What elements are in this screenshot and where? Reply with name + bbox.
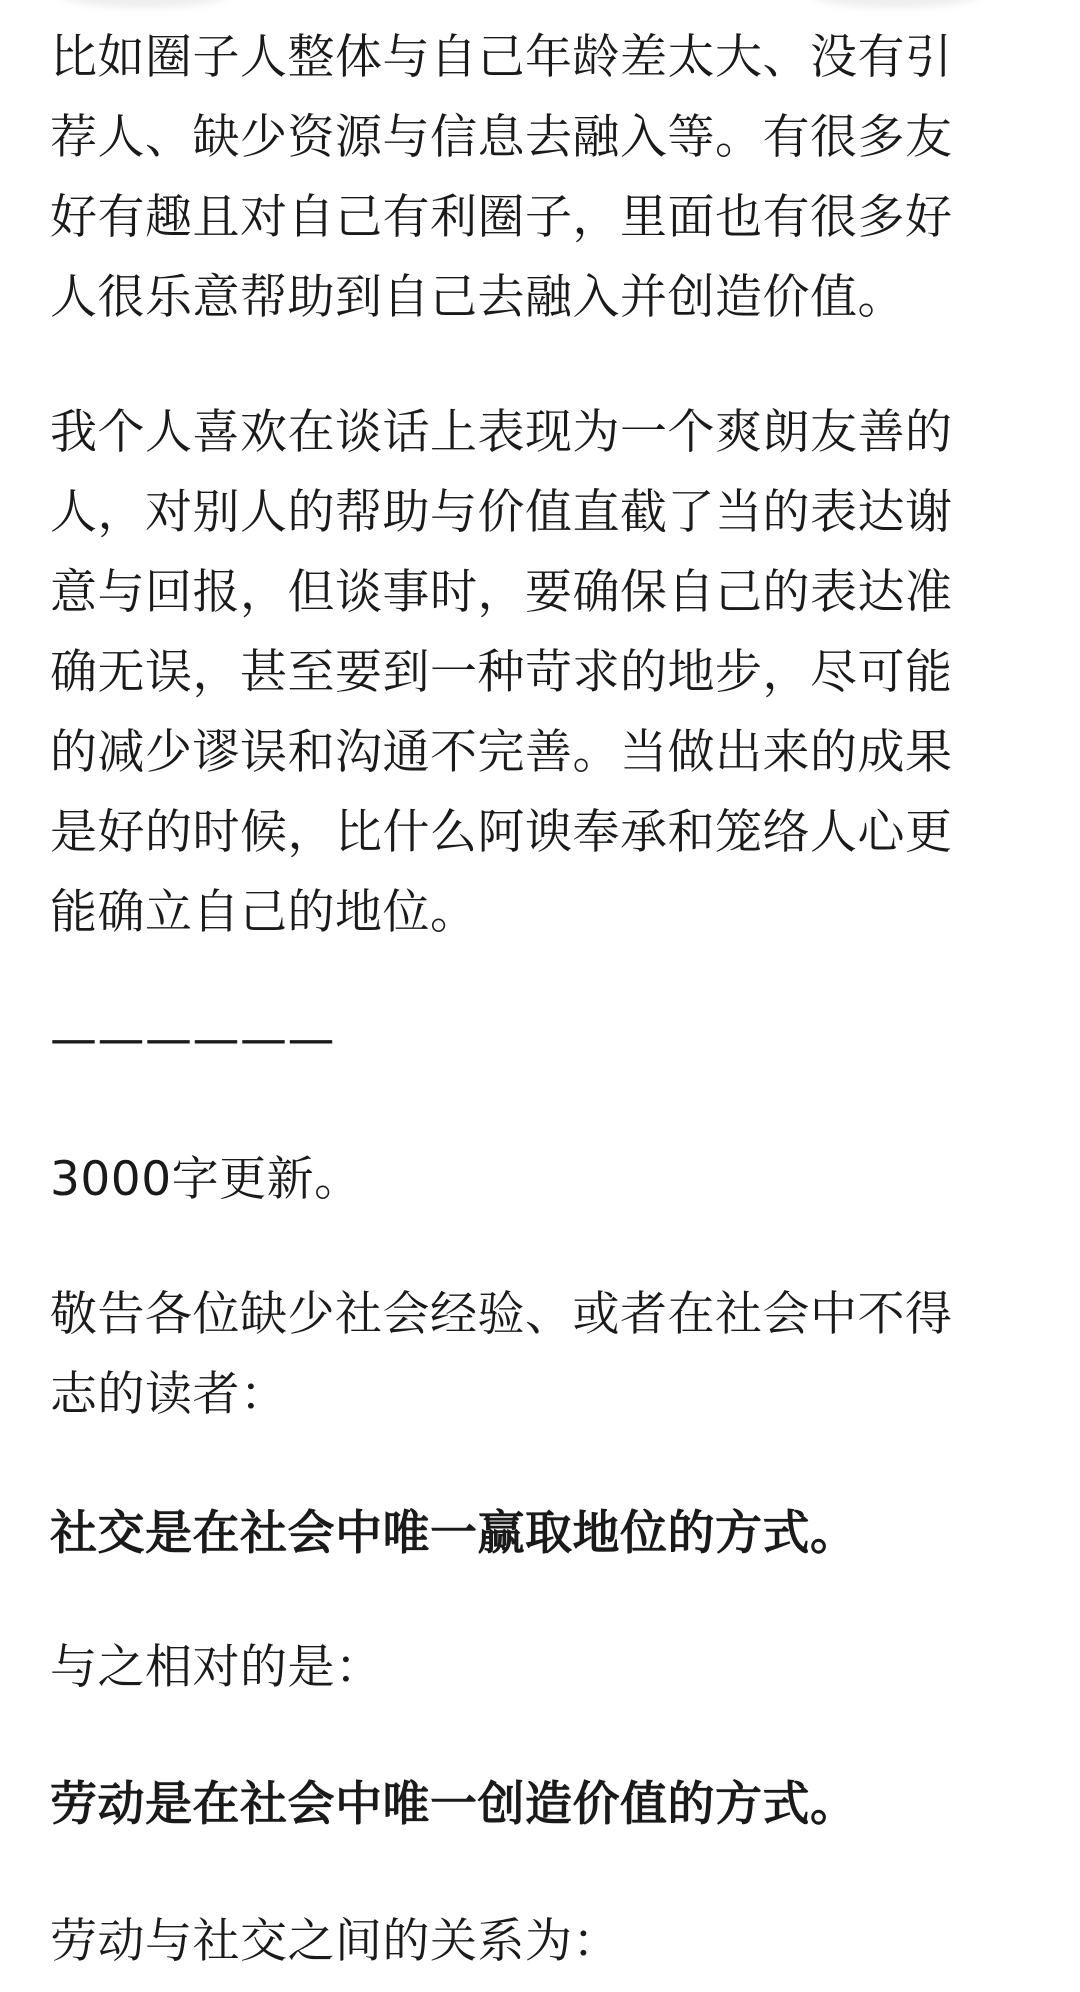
bold-statement-social: [50, 1494, 858, 1574]
paragraph-line: 敬告各位缺少社会经验、或者在社会中不得: [50, 1287, 953, 1342]
paragraph-notice: [50, 1275, 953, 1435]
paragraph-2: [50, 393, 953, 953]
bold-statement-labor: [50, 1765, 858, 1845]
paragraph-line: 比如圈子人整体与自己年龄差太大、没有引: [50, 30, 953, 85]
paragraph-line: 能确立自己的地位。: [50, 885, 478, 940]
top-fade-left: [60, 0, 230, 8]
paragraph-line: 劳动与社交之间的关系为：: [50, 1914, 620, 1969]
paragraph-line: 志的读者：: [50, 1367, 288, 1422]
top-fade-right: [810, 0, 980, 8]
paragraph-line: 劳动是在社会中唯一创造价值的方式。: [50, 1777, 858, 1832]
divider-dashes: ——————: [50, 1012, 335, 1067]
paragraph-line: 意与回报，但谈事时，要确保自己的表达准: [50, 565, 953, 620]
paragraph-line: 我个人喜欢在谈话上表现为一个爽朗友善的: [50, 405, 953, 460]
paragraph-line: 好有趣且对自己有利圈子，里面也有很多好: [50, 190, 953, 245]
paragraph-line: 人，对别人的帮助与价值直截了当的表达谢: [50, 485, 953, 540]
paragraph-line: 确无误，甚至要到一种苛求的地步，尽可能: [50, 645, 953, 700]
paragraph-relation: [50, 1902, 620, 1982]
paragraph-line: 社交是在社会中唯一赢取地位的方式。: [50, 1506, 858, 1561]
paragraph-1: [50, 18, 953, 338]
paragraph-line: 的减少谬误和沟通不完善。当做出来的成果: [50, 725, 953, 780]
update-note: [50, 1140, 362, 1220]
section-divider: [50, 1000, 335, 1080]
paragraph-line: 荐人、缺少资源与信息去融入等。有很多友: [50, 110, 953, 165]
paragraph-line: 3000字更新。: [50, 1152, 362, 1207]
paragraph-line: 与之相对的是：: [50, 1640, 383, 1695]
paragraph-line: 人很乐意帮助到自己去融入并创造价值。: [50, 270, 905, 325]
paragraph-contrast: [50, 1628, 383, 1708]
paragraph-line: 是好的时候，比什么阿谀奉承和笼络人心更: [50, 805, 953, 860]
